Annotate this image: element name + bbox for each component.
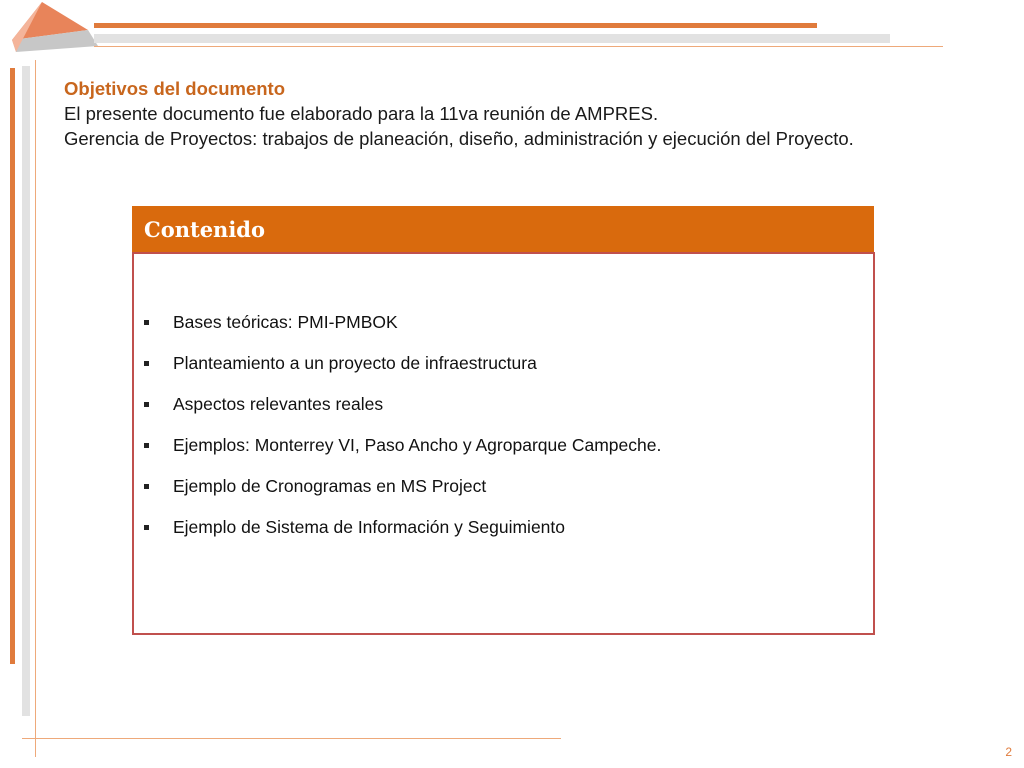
top-thin-line xyxy=(94,46,943,47)
list-item xyxy=(144,425,661,466)
page-number: 2 xyxy=(1005,745,1012,759)
list-item-text: Planteamiento a un proyecto de infraestructura xyxy=(173,353,537,373)
objectives-line-1: El presente documento fue elaborado para la 11va reunión de AMPRES. xyxy=(64,103,659,124)
triangle-logo-icon xyxy=(6,2,98,58)
list-item xyxy=(144,384,661,425)
list-item xyxy=(144,302,661,343)
objectives-line-2: Gerencia de Proyectos: trabajos de planeación, diseño, administración y ejecución del Proyecto. xyxy=(64,128,854,149)
objectives-title: Objetivos del documento xyxy=(64,78,285,99)
top-gray-bar xyxy=(94,34,890,43)
list-item-text: Bases teóricas: PMI-PMBOK xyxy=(173,312,398,332)
square-bullet-icon xyxy=(144,484,149,489)
top-accent-bar xyxy=(94,23,817,28)
contents-header xyxy=(132,206,874,253)
list-item xyxy=(144,466,661,507)
square-bullet-icon xyxy=(144,525,149,530)
list-item-text: Ejemplo de Cronogramas en MS Project xyxy=(173,476,487,496)
list-item-text: Aspectos relevantes reales xyxy=(173,394,384,414)
bottom-thin-line xyxy=(22,738,561,739)
list-item-text: Ejemplo de Sistema de Información y Seguimiento xyxy=(173,517,566,537)
list-item xyxy=(144,343,661,384)
contents-box xyxy=(132,252,875,635)
contents-heading: Contenido xyxy=(144,217,265,242)
contents-list xyxy=(144,302,661,548)
left-thin-line xyxy=(35,60,36,757)
square-bullet-icon xyxy=(144,443,149,448)
objectives-section xyxy=(64,76,904,151)
square-bullet-icon xyxy=(144,361,149,366)
square-bullet-icon xyxy=(144,402,149,407)
square-bullet-icon xyxy=(144,320,149,325)
left-gray-bar xyxy=(22,66,30,716)
list-item-text: Ejemplos: Monterrey VI, Paso Ancho y Agroparque Campeche. xyxy=(173,435,662,455)
left-accent-bar xyxy=(10,68,15,664)
list-item xyxy=(144,507,661,548)
